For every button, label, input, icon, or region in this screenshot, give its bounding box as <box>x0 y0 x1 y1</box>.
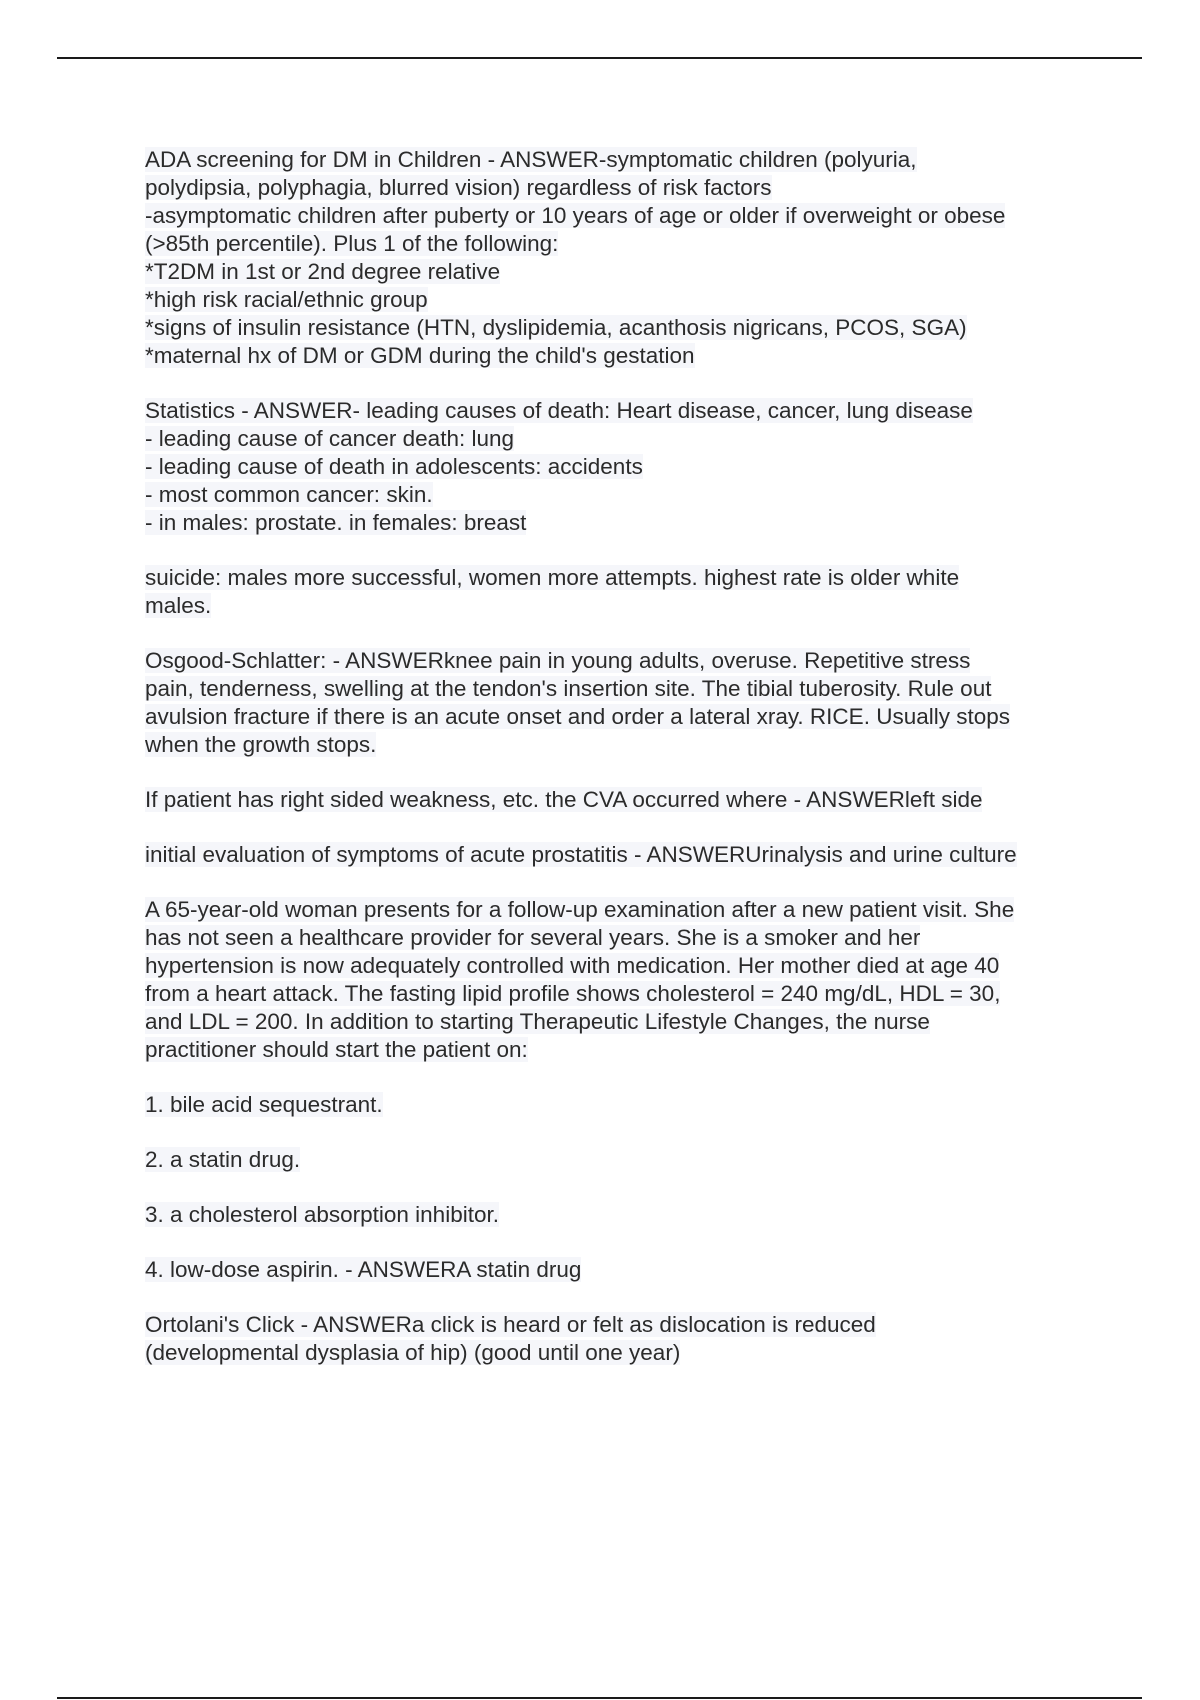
text-line <box>145 1008 1085 1036</box>
text-line <box>145 453 1085 481</box>
line-text: *signs of insulin resistance (HTN, dyslipidemia, acanthosis nigricans, PCOS, SGA) <box>145 315 967 340</box>
text-line <box>145 952 1085 980</box>
line-text: A 65-year-old woman presents for a follow-up examination after a new patient visit. She <box>145 897 1015 922</box>
text-line <box>145 786 1085 814</box>
bottom-rule <box>57 1697 1142 1699</box>
text-line <box>145 1201 1085 1229</box>
text-line <box>145 481 1085 509</box>
line-text: - in males: prostate. in females: breast <box>145 510 527 535</box>
text-block <box>145 1311 1085 1367</box>
text-line <box>145 564 1085 592</box>
line-text: males. <box>145 593 212 618</box>
line-text: If patient has right sided weakness, etc. the CVA occurred where - ANSWERleft side <box>145 787 983 812</box>
line-text: 2. a statin drug. <box>145 1147 301 1172</box>
text-block <box>145 647 1085 759</box>
text-block <box>145 1146 1085 1174</box>
line-text: 1. bile acid sequestrant. <box>145 1092 383 1117</box>
line-text: - leading cause of cancer death: lung <box>145 426 514 451</box>
text-line <box>145 924 1085 952</box>
text-block <box>145 841 1085 869</box>
text-line <box>145 286 1085 314</box>
line-text: *high risk racial/ethnic group <box>145 287 428 312</box>
text-block <box>145 896 1085 1064</box>
line-text: (>85th percentile). Plus 1 of the following: <box>145 231 559 256</box>
text-line <box>145 202 1085 230</box>
line-text: when the growth stops. <box>145 732 377 757</box>
line-text: *T2DM in 1st or 2nd degree relative <box>145 259 501 284</box>
text-block <box>145 146 1085 370</box>
text-line <box>145 1339 1085 1367</box>
text-line <box>145 1146 1085 1174</box>
text-line <box>145 980 1085 1008</box>
line-text: from a heart attack. The fasting lipid profile shows cholesterol = 240 mg/dL, HDL = 30, <box>145 981 1001 1006</box>
document-body <box>145 146 1085 1394</box>
text-line <box>145 1311 1085 1339</box>
line-text: Ortolani's Click - ANSWERa click is heard or felt as dislocation is reduced <box>145 1312 876 1337</box>
text-line <box>145 592 1085 620</box>
text-line <box>145 174 1085 202</box>
text-block <box>145 1256 1085 1284</box>
line-text: - leading cause of death in adolescents: accidents <box>145 454 643 479</box>
text-line <box>145 703 1085 731</box>
line-text: pain, tenderness, swelling at the tendon's insertion site. The tibial tuberosity. Rule out <box>145 676 992 701</box>
text-line <box>145 425 1085 453</box>
line-text: has not seen a healthcare provider for several years. She is a smoker and her <box>145 925 921 950</box>
text-line <box>145 1091 1085 1119</box>
line-text: practitioner should start the patient on: <box>145 1037 528 1062</box>
top-rule <box>57 57 1142 59</box>
text-line <box>145 230 1085 258</box>
line-text: (developmental dysplasia of hip) (good until one year) <box>145 1340 681 1365</box>
text-line <box>145 731 1085 759</box>
line-text: initial evaluation of symptoms of acute prostatitis - ANSWERUrinalysis and urine culture <box>145 842 1017 867</box>
text-line <box>145 675 1085 703</box>
line-text: hypertension is now adequately controlled with medication. Her mother died at age 40 <box>145 953 1000 978</box>
line-text: Osgood-Schlatter: - ANSWERknee pain in young adults, overuse. Repetitive stress <box>145 648 971 673</box>
text-line <box>145 647 1085 675</box>
line-text: Statistics - ANSWER- leading causes of death: Heart disease, cancer, lung disease <box>145 398 973 423</box>
line-text: polydipsia, polyphagia, blurred vision) regardless of risk factors <box>145 175 772 200</box>
text-line <box>145 509 1085 537</box>
text-line <box>145 397 1085 425</box>
text-line <box>145 342 1085 370</box>
text-line <box>145 258 1085 286</box>
text-line <box>145 1256 1085 1284</box>
text-block <box>145 1201 1085 1229</box>
text-line <box>145 146 1085 174</box>
text-block <box>145 397 1085 537</box>
text-block <box>145 564 1085 620</box>
text-line <box>145 314 1085 342</box>
line-text: 3. a cholesterol absorption inhibitor. <box>145 1202 499 1227</box>
text-line <box>145 896 1085 924</box>
line-text: 4. low-dose aspirin. - ANSWERA statin drug <box>145 1257 582 1282</box>
text-block <box>145 1091 1085 1119</box>
line-text: ADA screening for DM in Children - ANSWER-symptomatic children (polyuria, <box>145 147 917 172</box>
line-text: - most common cancer: skin. <box>145 482 433 507</box>
line-text: avulsion fracture if there is an acute onset and order a lateral xray. RICE. Usually stops <box>145 704 1010 729</box>
line-text: *maternal hx of DM or GDM during the child's gestation <box>145 343 695 368</box>
text-line <box>145 1036 1085 1064</box>
line-text: suicide: males more successful, women more attempts. highest rate is older white <box>145 565 960 590</box>
line-text: -asymptomatic children after puberty or 10 years of age or older if overweight or obese <box>145 203 1006 228</box>
line-text: and LDL = 200. In addition to starting Therapeutic Lifestyle Changes, the nurse <box>145 1009 930 1034</box>
text-block <box>145 786 1085 814</box>
text-line <box>145 841 1085 869</box>
